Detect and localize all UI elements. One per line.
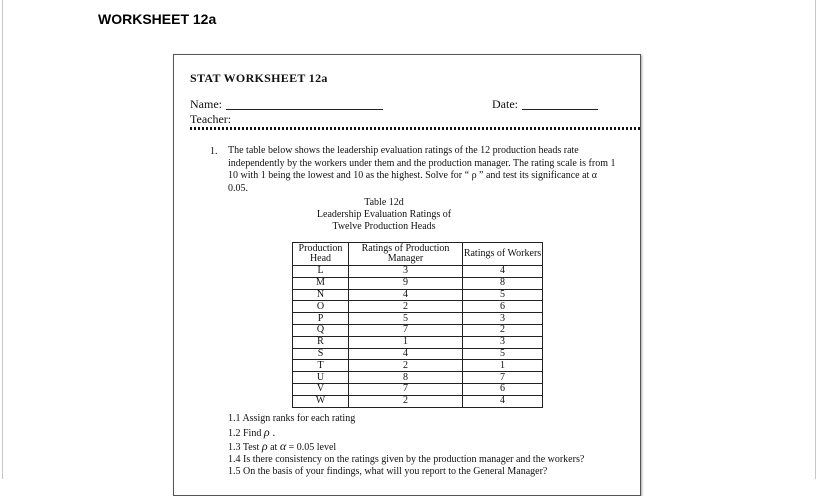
ratings-table	[292, 242, 543, 408]
cell-workers: 5	[463, 289, 543, 301]
question-line: 10 with 1 being the lowest and 10 as the highest. Solve for “ ρ ” and test its significance at α	[228, 170, 598, 181]
table-row	[293, 360, 543, 372]
header-manager-ratings: Ratings of Production Manager	[349, 243, 463, 266]
cell-workers: 1	[463, 360, 543, 372]
name-label: Name:	[190, 97, 222, 111]
subquestion-1-5: 1.5 On the basis of your findings, what will you report to the General Manager?	[228, 466, 548, 477]
cell-manager: 2	[349, 360, 463, 372]
table-row	[293, 336, 543, 348]
cell-manager: 2	[349, 395, 463, 407]
cell-manager: 7	[349, 324, 463, 336]
cell-manager: 5	[349, 313, 463, 325]
cell-workers: 6	[463, 383, 543, 395]
table-row	[293, 348, 543, 360]
table-row	[293, 266, 543, 278]
cell-workers: 7	[463, 372, 543, 384]
cell-head: W	[293, 395, 349, 407]
table-caption-subtitle: Twelve Production Heads	[332, 221, 436, 232]
table-row	[293, 383, 543, 395]
question-number: 1.	[210, 146, 218, 157]
table-row	[293, 289, 543, 301]
subquestion-text: = 0.05 level	[288, 442, 337, 453]
cell-head: O	[293, 301, 349, 313]
cell-workers: 8	[463, 277, 543, 289]
question-text	[228, 145, 641, 195]
rho-symbol: ρ .	[263, 425, 276, 439]
cell-head: L	[293, 266, 349, 278]
worksheet-scan-image	[173, 54, 641, 496]
subquestion-text: at	[270, 442, 278, 453]
cell-manager: 8	[349, 372, 463, 384]
cell-manager: 7	[349, 383, 463, 395]
table-row	[293, 395, 543, 407]
table-body	[293, 266, 543, 408]
dotted-separator	[190, 127, 640, 130]
table-row	[293, 372, 543, 384]
cell-manager: 1	[349, 336, 463, 348]
cell-workers: 2	[463, 324, 543, 336]
cell-head: V	[293, 383, 349, 395]
worksheet-title: STAT WORKSHEET 12a	[190, 71, 328, 85]
header-production-head: Production Head	[293, 243, 349, 266]
cell-workers: 3	[463, 336, 543, 348]
cell-manager: 4	[349, 289, 463, 301]
cell-head: R	[293, 336, 349, 348]
subquestion-1-3	[228, 439, 336, 454]
table-caption-number: Table 12d	[364, 197, 404, 208]
teacher-label: Teacher:	[190, 112, 232, 126]
subquestion-text: 1.3 Test	[228, 442, 260, 453]
cell-head: P	[293, 313, 349, 325]
table-row	[293, 277, 543, 289]
cell-manager: 4	[349, 348, 463, 360]
table-caption-title: Leadership Evaluation Ratings of	[316, 209, 452, 220]
name-blank-line	[226, 109, 383, 110]
table-row	[293, 313, 543, 325]
table-header-row	[293, 243, 543, 266]
cell-head: T	[293, 360, 349, 372]
alpha-symbol: α	[279, 439, 287, 453]
table-row	[293, 324, 543, 336]
subquestion-text: 1.2 Find	[228, 428, 262, 439]
cell-head: S	[293, 348, 349, 360]
date-blank-line	[522, 109, 598, 110]
page-left-border	[2, 0, 3, 479]
cell-head: N	[293, 289, 349, 301]
cell-workers: 4	[463, 395, 543, 407]
question-line: The table below shows the leadership evaluation ratings of the 12 production heads rate	[228, 145, 579, 156]
cell-manager: 3	[349, 266, 463, 278]
question-line: 0.05.	[228, 182, 248, 194]
cell-manager: 9	[349, 277, 463, 289]
table-row	[293, 301, 543, 313]
cell-workers: 5	[463, 348, 543, 360]
question-line: independently by the workers under them and the production manager. The rating scale is from 1	[228, 157, 616, 169]
page-right-border	[815, 0, 816, 479]
cell-workers: 3	[463, 313, 543, 325]
subquestion-1-1: 1.1 Assign ranks for each rating	[228, 413, 356, 424]
cell-head: Q	[293, 324, 349, 336]
cell-head: M	[293, 277, 349, 289]
date-label: Date:	[492, 97, 518, 111]
subquestion-1-4: 1.4 Is there consistency on the ratings given by the production manager and the workers?	[228, 454, 585, 465]
cell-manager: 2	[349, 301, 463, 313]
header-worker-ratings: Ratings of Workers	[463, 243, 543, 266]
page-heading: WORKSHEET 12a	[98, 11, 217, 27]
rho-symbol: ρ	[261, 439, 268, 453]
cell-workers: 4	[463, 266, 543, 278]
cell-workers: 6	[463, 301, 543, 313]
subquestion-1-2	[228, 425, 276, 440]
cell-head: U	[293, 372, 349, 384]
